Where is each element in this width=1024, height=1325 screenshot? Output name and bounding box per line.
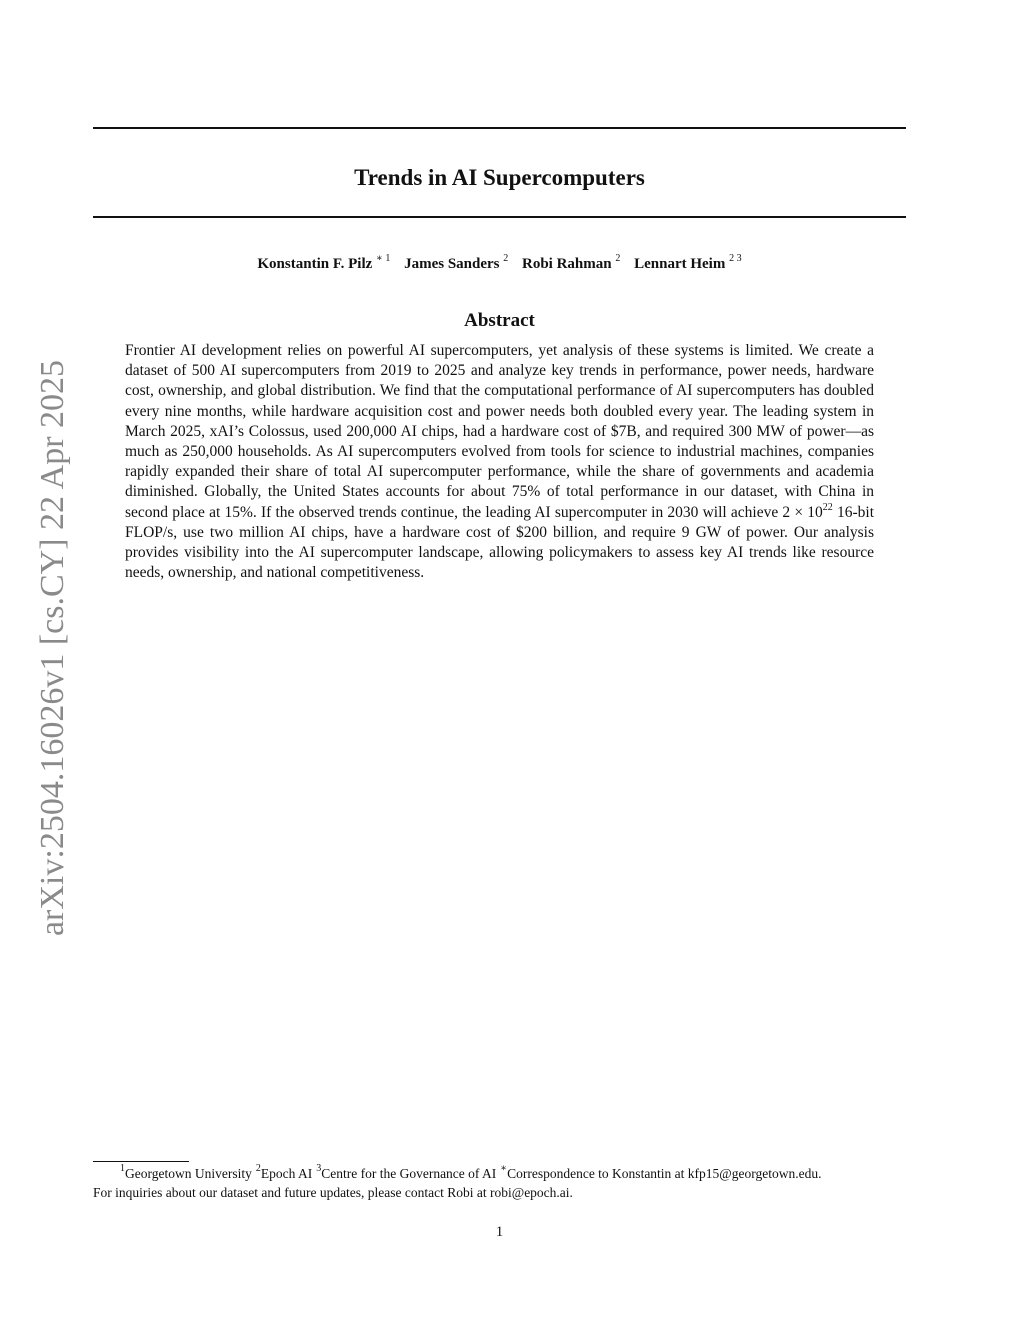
abstract-text-part: Frontier AI development relies on powerful AI supercomputers, yet analysis of these systems is limited. We create a dataset of 500 AI supercomputers from 2019 to 2025 and analyze key trends in performance, power needs, hardware cost, ownership, and global distribution. We find that the computational performance of AI supercomputers has doubled every nine months, while hardware acquisition cost and power needs both doubled every year. The leading system in March 2025, xAI’s Colossus, used 200,000 AI chips, had a hardware cost of $7B, and required 300 MW of power—as much as 250,000 households. As AI supercomputers evolved from tools for science to industrial machines, companies rapidly expanded their share of total AI supercomputer performance, while the share of governments and academia diminished. Globally, the United States accounts for about 75% of total performance in our dataset, with China in second place at 15%. If the observed trends continue, the leading AI supercomputer in 2030 will achieve 2 × 10 <box>125 342 874 521</box>
title-rule-bottom <box>93 216 906 218</box>
footnote-affiliation <box>120 1163 252 1181</box>
title-rule-top <box>93 127 906 129</box>
author <box>634 253 742 272</box>
correspondence-text: Correspondence to Konstantin at kfp15@georgetown.edu. <box>507 1166 822 1181</box>
affiliation-name: Centre for the Governance of AI <box>321 1166 497 1181</box>
footnote-mark: 2 <box>255 1163 261 1174</box>
footnote-mark: ∗ <box>500 1163 508 1174</box>
author-affiliation-marks: ∗ 1 <box>376 253 391 264</box>
author <box>522 253 621 272</box>
affiliation-name: Georgetown University <box>125 1166 252 1181</box>
abstract-heading: Abstract <box>464 310 535 331</box>
abstract-text-part: 16-bit FLOP/s, use two million AI chips, have a hardware cost of $200 billion, and require 9 GW of power. Our analysis provides visibility into the AI supercomputer landscape, allowing policymakers to assess key AI trends like resource needs, ownership, and national competitiveness. <box>125 503 874 582</box>
exponent: 22 <box>822 501 833 513</box>
arxiv-stamp: arXiv:2504.16026v1 [cs.CY] 22 Apr 2025 <box>34 359 71 937</box>
footnote-affiliations <box>93 1164 913 1183</box>
footnote-mark: 3 <box>316 1163 322 1174</box>
author-list <box>93 253 906 275</box>
footnote-mark: 1 <box>120 1163 125 1174</box>
author-name: Robi Rahman <box>522 256 612 272</box>
footnote-affiliation <box>316 1163 497 1181</box>
author-name: Konstantin F. Pilz <box>257 256 373 272</box>
author-affiliation-marks: 2 3 <box>729 253 742 264</box>
author <box>404 253 509 272</box>
footnote-affiliation <box>255 1163 313 1181</box>
footnote-rule <box>93 1161 189 1162</box>
author-name: James Sanders <box>404 256 500 272</box>
footnote-correspondence <box>500 1163 822 1181</box>
author-name: Lennart Heim <box>634 256 726 272</box>
paper-title: Trends in AI Supercomputers <box>354 165 645 190</box>
author <box>257 253 391 272</box>
page-number: 1 <box>495 1224 504 1240</box>
author-affiliation-marks: 2 <box>615 253 621 264</box>
affiliation-name: Epoch AI <box>260 1166 313 1181</box>
author-affiliation-marks: 2 <box>503 253 509 264</box>
abstract-text <box>125 341 874 583</box>
footnote-inquiries: For inquiries about our dataset and future updates, please contact Robi at robi@epoch.ai. <box>93 1185 573 1200</box>
footnote <box>93 1164 913 1202</box>
